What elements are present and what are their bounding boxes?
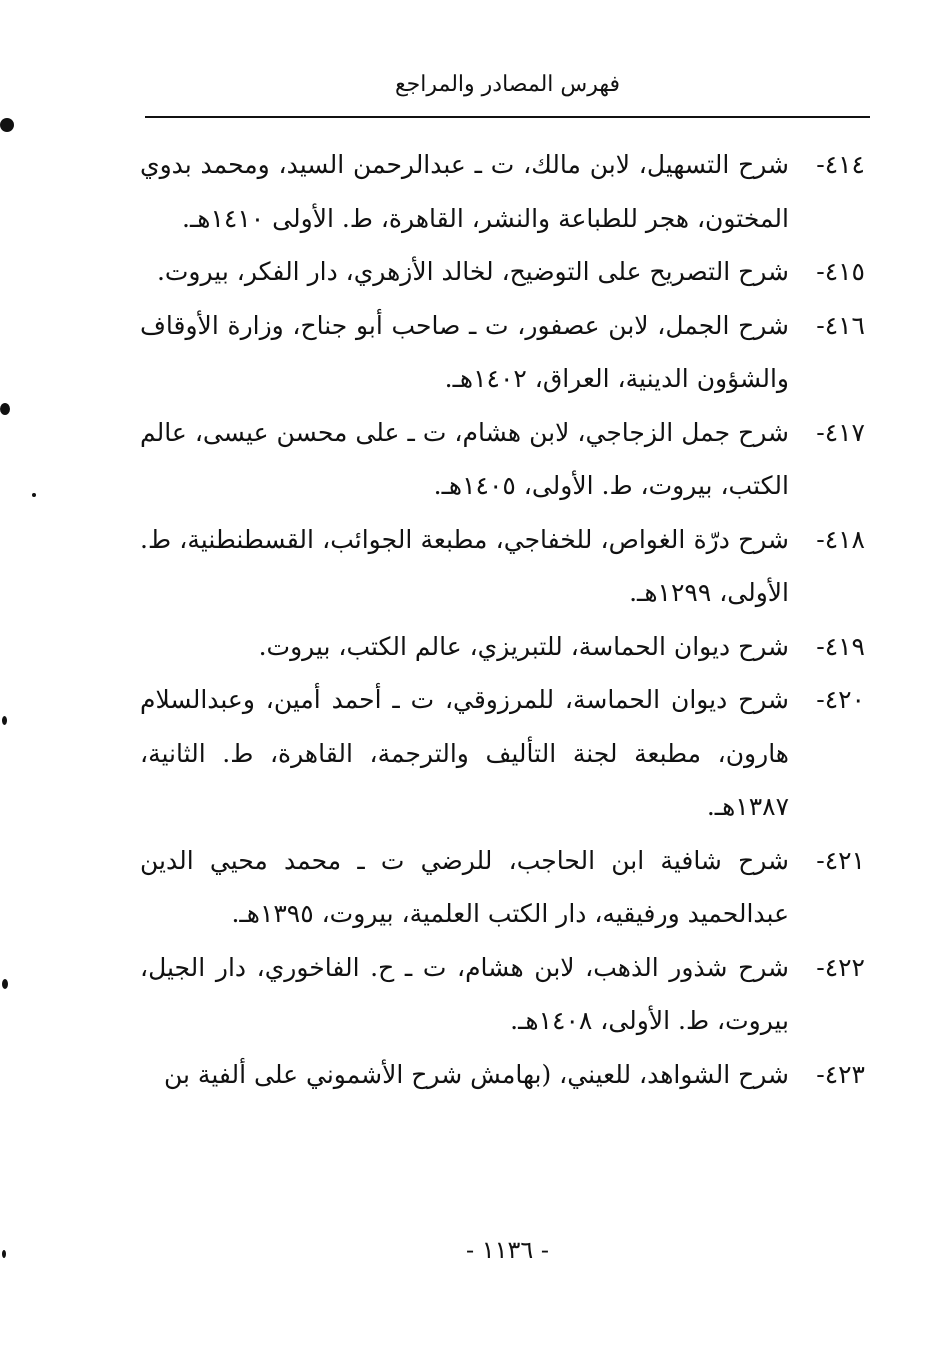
entry-number: ٤١٩-	[816, 631, 865, 661]
scan-speck	[2, 979, 8, 989]
bibliography-entry-419	[140, 620, 865, 674]
entry-number: ٤١٥-	[816, 257, 865, 286]
bibliography-entry-416	[140, 299, 865, 406]
entry-text: شرح الشواهد، للعيني، (بهامش شرح الأشموني على ألفية بن	[164, 1059, 789, 1089]
bibliography-entry-420	[140, 673, 865, 834]
scan-speck	[2, 1250, 6, 1258]
bibliography-entry-414	[140, 138, 865, 245]
entry-number: ٤١٦-	[816, 310, 865, 340]
bibliography-entry-415	[140, 245, 865, 299]
entry-number: ٤٢١-	[816, 845, 865, 875]
entry-text: شرح درّة الغواص، للخفاجي، مطبعة الجوائب، القسطنطنية، ط. الأولى، ١٢٩٩هـ.	[140, 524, 789, 607]
entry-number: ٤١٨-	[816, 524, 865, 554]
bibliography-list	[140, 138, 865, 1101]
entry-text: شرح التصريح على التوضيح، لخالد الأزهري، دار الفكر، بيروت.	[156, 257, 789, 286]
entry-text: شرح ديوان الحماسة، للتبريزي، عالم الكتب، بيروت.	[258, 631, 789, 661]
entry-number: ٤٢٣-	[816, 1059, 865, 1089]
bibliography-entry-418	[140, 513, 865, 620]
page-number: - ١١٣٦ -	[465, 1236, 550, 1264]
entry-text: شرح التسهيل، لابن مالك، ت ـ عبدالرحمن السيد، ومحمد بدوي المختون، هجر للطباعة والنشر، القاهرة، ط. الأولى ١٤١٠هـ.	[140, 150, 789, 233]
running-header: فهرس المصادر والمراجع	[394, 72, 621, 97]
scan-speck	[32, 493, 36, 497]
entry-text: شرح الجمل، لابن عصفور، ت ـ صاحب أبو جناح، وزارة الأوقاف والشؤون الدينية، العراق، ١٤٠٢هـ.	[140, 310, 789, 393]
entry-number: ٤١٤-	[816, 150, 865, 179]
entry-text: شرح شافية ابن الحاجب، للرضي ت ـ محمد محيي الدين عبدالحميد ورفيقيه، دار الكتب العلمية، بيروت، ١٣٩٥هـ.	[140, 845, 789, 928]
scan-speck	[2, 716, 7, 725]
bibliography-entry-422	[140, 941, 865, 1048]
scan-speck	[0, 118, 14, 132]
bibliography-entry-423	[140, 1048, 865, 1102]
entry-number: ٤٢٢-	[816, 952, 865, 982]
entry-text: شرح شذور الذهب، لابن هشام، ت ـ ح. الفاخوري، دار الجيل، بيروت، ط. الأولى، ١٤٠٨هـ.	[140, 952, 789, 1035]
bibliography-entry-417	[140, 406, 865, 513]
header-rule	[145, 116, 870, 118]
entry-text: شرح جمل الزجاجي، لابن هشام، ت ـ على محسن عيسى، عالم الكتب، بيروت، ط. الأولى، ١٤٠٥هـ.	[140, 417, 789, 500]
entry-number: ٤١٧-	[816, 417, 865, 447]
entry-number: ٤٢٠-	[816, 685, 865, 714]
entry-text: شرح ديوان الحماسة، للمرزوقي، ت ـ أحمد أمين، وعبدالسلام هارون، مطبعة لجنة التأليف والترجمة، القاهرة، ط. الثانية، ١٣٨٧هـ.	[140, 685, 789, 821]
scan-speck	[0, 403, 10, 415]
bibliography-entry-421	[140, 834, 865, 941]
